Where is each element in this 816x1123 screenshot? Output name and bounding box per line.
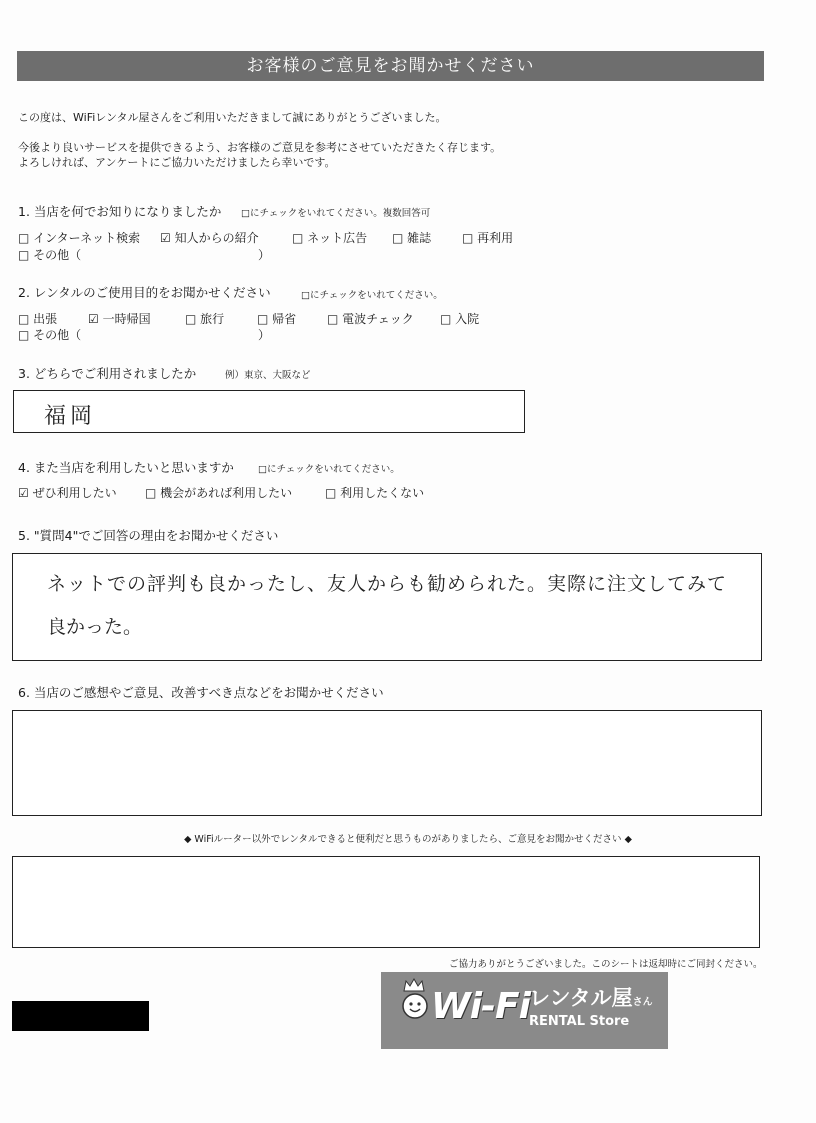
logo-san: さん	[632, 997, 653, 1008]
q1-other-close: ）	[258, 248, 271, 262]
q6-title: 6. 当店のご感想やご意見、改善すべき点などをお聞かせください	[18, 685, 384, 700]
q4-option-definitely[interactable]: ☑ ぜひ利用したい	[18, 486, 117, 500]
q7-answer-box[interactable]	[12, 856, 760, 948]
q3-answer: 福岡	[44, 404, 97, 429]
q6-answer-box[interactable]	[12, 710, 762, 816]
q1-option-internet[interactable]: □ インターネット検索	[18, 231, 141, 245]
q4-option-no[interactable]: □ 利用したくない	[325, 486, 425, 500]
intro-line-2: 今後より良いサービスを提供できるよう、お客様のご意見を参考にさせていただきたく存じます。	[18, 141, 502, 154]
q5-answer-line-1: ネットでの評判も良かったし、友人からも勧められた。実際に注文してみて	[47, 573, 728, 595]
crown-icon	[403, 978, 425, 992]
q3-answer-box[interactable]	[13, 390, 525, 433]
logo-rental-jp-main: レンタル屋	[529, 986, 633, 1010]
q1-note: □にチェックをいれてください。複数回答可	[241, 208, 431, 219]
q1-option-net-ad[interactable]: □ ネット広告	[292, 231, 368, 245]
q2-option-other[interactable]: □ その他（	[18, 328, 82, 342]
footer-thanks: ご協力ありがとうございました。このシートは返却時にご同封ください。	[449, 959, 763, 970]
logo-rental-jp	[529, 982, 653, 1012]
q5-answer-line-2: 良かった。	[47, 616, 143, 638]
q1-option-reuse[interactable]: □ 再利用	[462, 231, 514, 245]
q5-answer-box[interactable]	[12, 553, 762, 661]
q4-title: 4. また当店を利用したいと思いますか	[18, 460, 234, 475]
q2-option-homecoming[interactable]: ☑ 一時帰国	[88, 312, 151, 326]
q1-option-magazine[interactable]: □ 雑誌	[392, 231, 432, 245]
q3-note: 例）東京、大阪など	[225, 370, 311, 381]
q2-note: □にチェックをいれてください。	[301, 290, 443, 301]
intro-line-3: よろしければ、アンケートにご協力いただけましたら幸いです。	[18, 156, 336, 169]
q5-title: 5. "質問4"でご回答の理由をお聞かせください	[18, 528, 279, 543]
page-title: お客様のご意見をお聞かせください	[17, 51, 764, 81]
q1-option-referral[interactable]: ☑ 知人からの紹介	[160, 231, 259, 245]
q2-option-business[interactable]: □ 出張	[18, 312, 58, 326]
wifi-rental-logo	[381, 972, 668, 1049]
q2-option-signal-check[interactable]: □ 電波チェック	[327, 312, 414, 326]
q2-other-close: ）	[258, 328, 271, 342]
q3-title: 3. どちらでご利用されましたか	[18, 366, 197, 381]
q2-option-visit-home[interactable]: □ 帰省	[257, 312, 297, 326]
logo-wifi-text: Wi-Fi	[431, 986, 530, 1027]
logo-rental-en: RENTAL Store	[529, 1014, 630, 1029]
intro-line-1: この度は、WiFiレンタル屋さんをご利用いただきまして誠にありがとうございました。	[18, 111, 447, 124]
mascot-icon	[401, 992, 429, 1020]
q2-title: 2. レンタルのご使用目的をお聞かせください	[18, 285, 271, 300]
q2-option-travel[interactable]: □ 旅行	[185, 312, 225, 326]
q1-title: 1. 当店を何でお知りになりましたか	[18, 204, 222, 219]
q4-option-if-chance[interactable]: □ 機会があれば利用したい	[145, 486, 293, 500]
q7-title: ◆ WiFiルーター以外でレンタルできると便利だと思うものがありましたら、ご意見をお聞かせください ◆	[184, 834, 632, 845]
q1-option-other[interactable]: □ その他（	[18, 248, 82, 262]
q2-option-hospital[interactable]: □ 入院	[440, 312, 480, 326]
redacted-block	[12, 1001, 149, 1031]
q4-note: □にチェックをいれてください。	[258, 464, 400, 475]
